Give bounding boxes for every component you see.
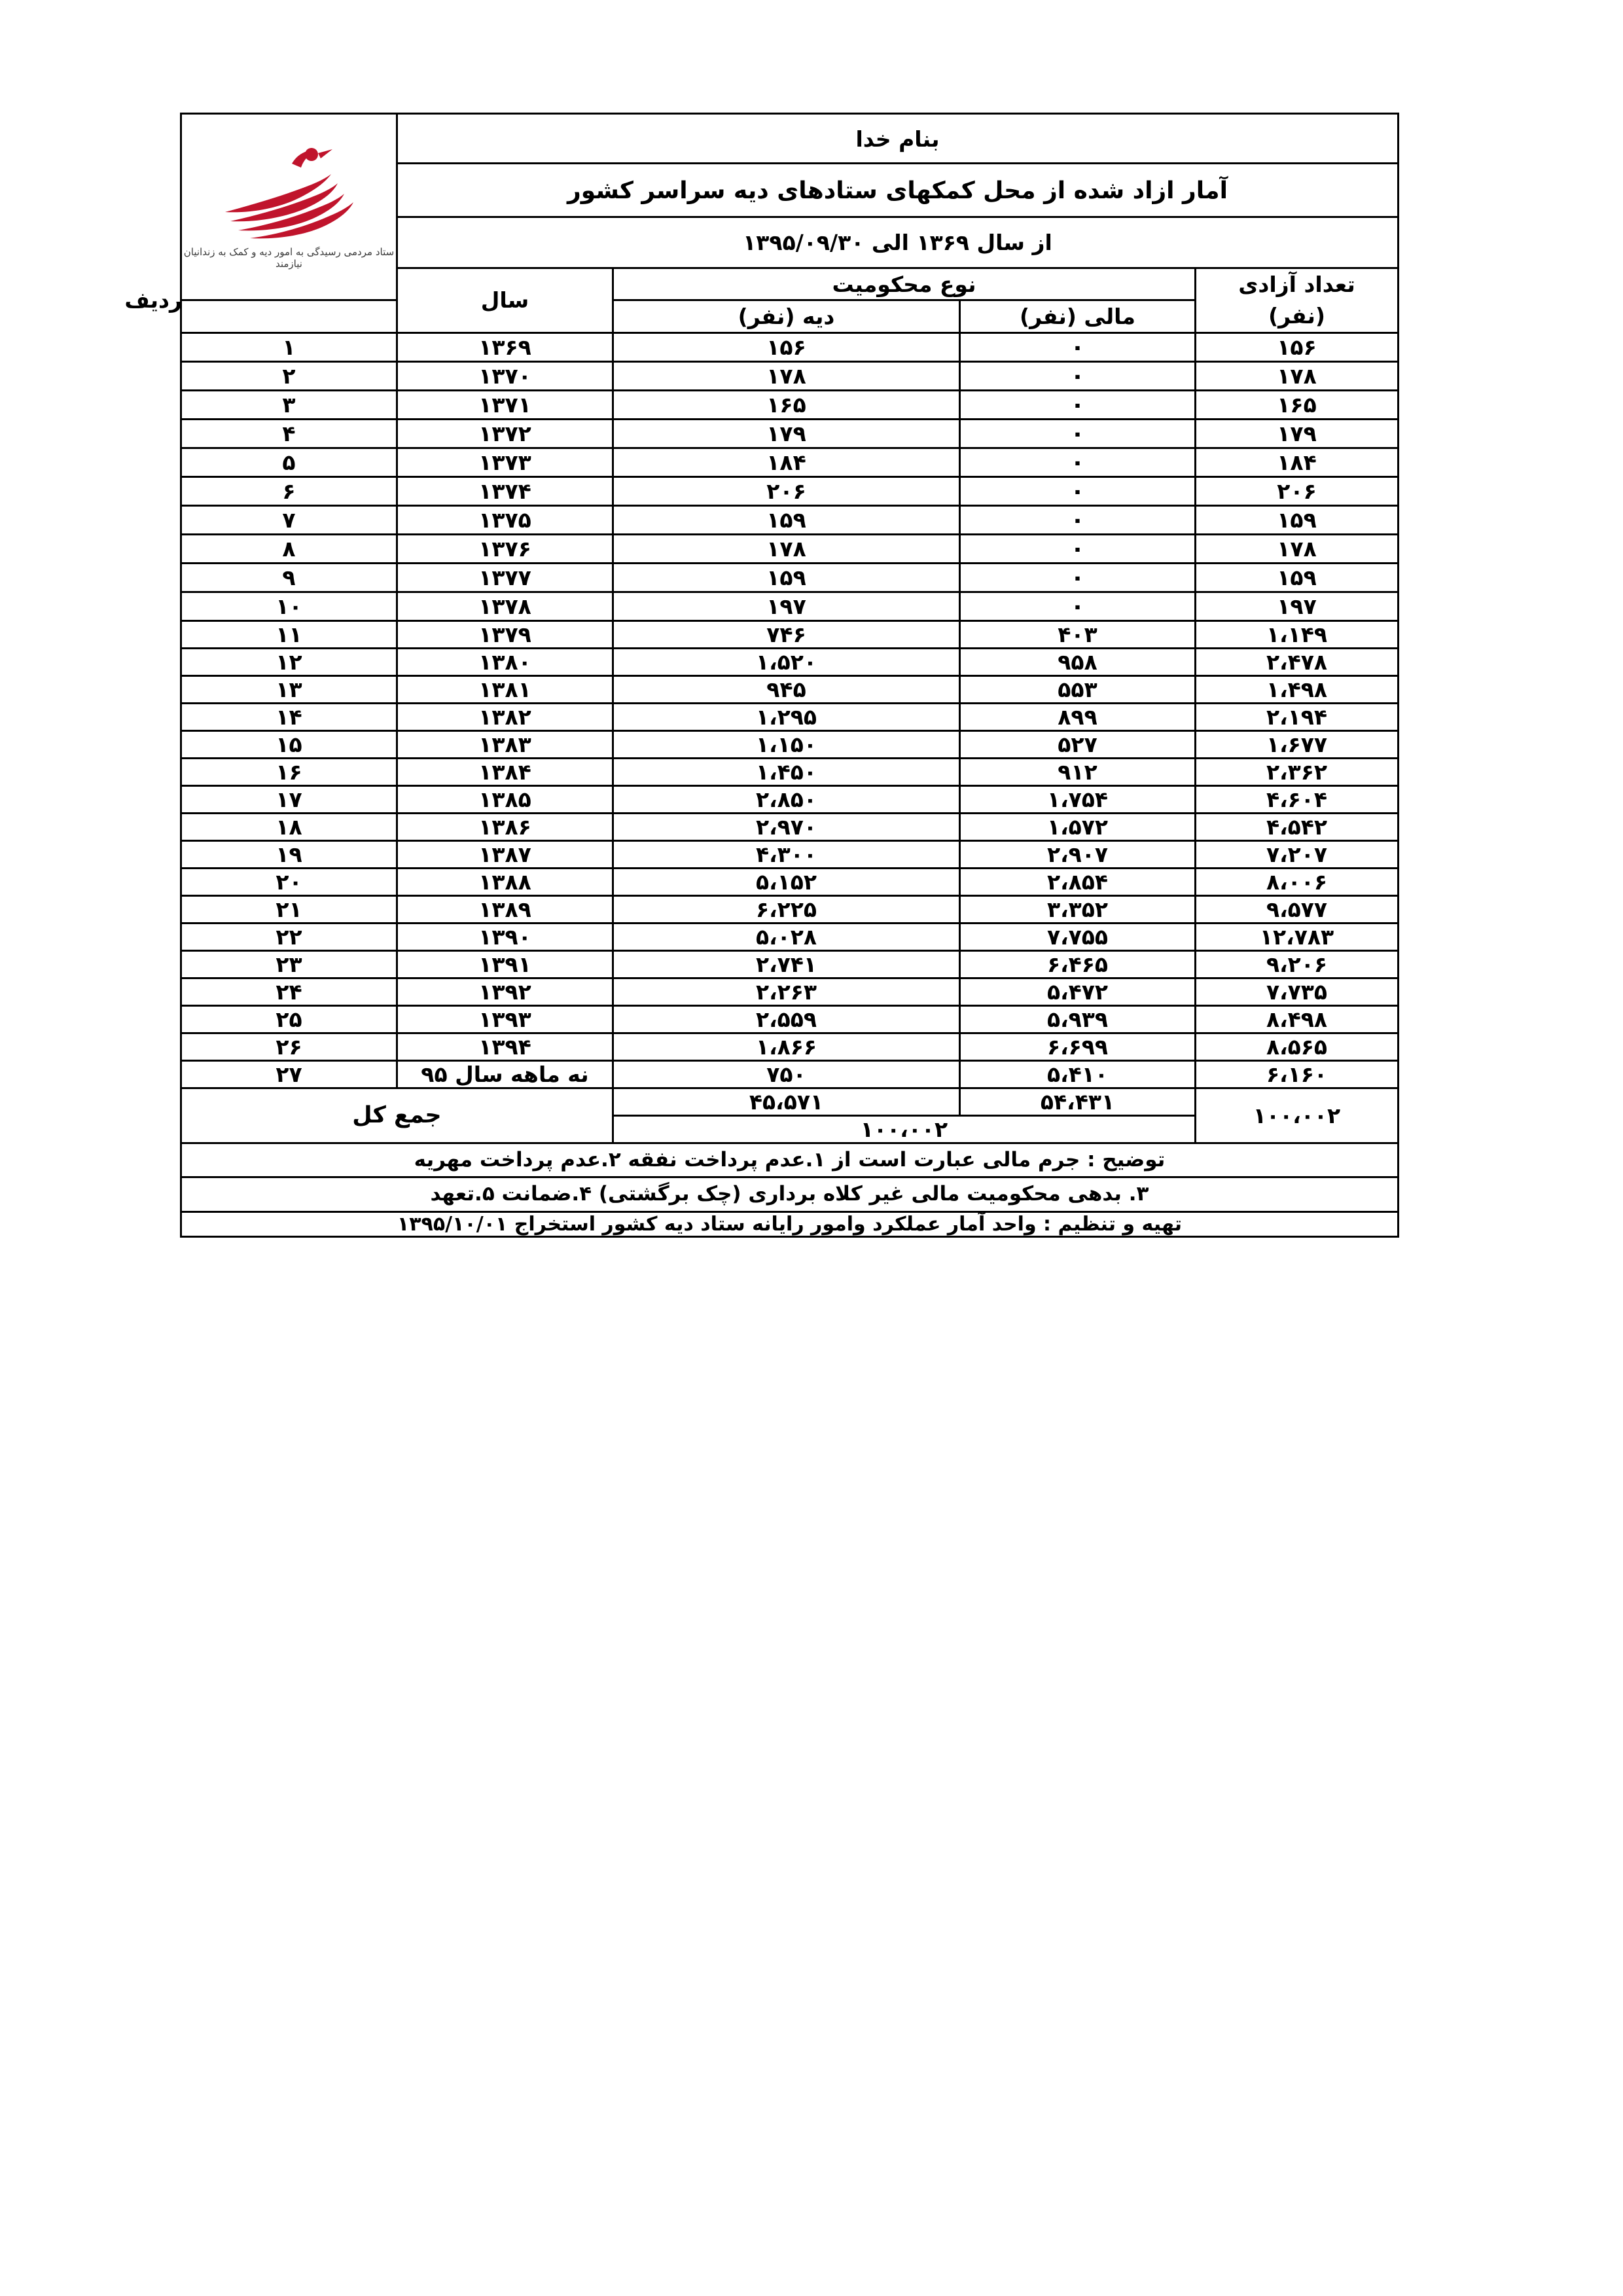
logo-caption: ستاد مردمی رسیدگی به امور دیه و کمک به زندانیان نیازمند [183, 246, 395, 270]
cell-mali: ۰ [960, 390, 1196, 419]
cell-mali: ۶،۶۹۹ [960, 1033, 1196, 1060]
cell-radif: ۱ [181, 332, 397, 361]
cell-radif: ۲۴ [181, 978, 397, 1005]
cell-diye: ۲،۸۵۰ [613, 785, 960, 813]
cell-radif: ۲۳ [181, 950, 397, 978]
cell-diye: ۵،۰۲۸ [613, 923, 960, 950]
table-row [181, 476, 1398, 505]
cell-diye: ۱۵۹ [613, 505, 960, 534]
cell-sal: ۱۳۸۲ [397, 703, 613, 730]
cell-diye: ۱۷۹ [613, 419, 960, 448]
table-row [181, 895, 1398, 923]
column-header-row-1: تعداد آزادی (نفر) نوع محکومیت سال ردیف [181, 268, 1398, 300]
cell-sal: ۱۳۸۰ [397, 648, 613, 675]
cell-sal: ۱۳۸۸ [397, 868, 613, 895]
total-mali: ۵۴،۴۳۱ [960, 1088, 1196, 1115]
cell-azadi: ۱۵۶ [1196, 332, 1399, 361]
cell-diye: ۱۵۹ [613, 563, 960, 592]
table-row [181, 1060, 1398, 1088]
cell-mali: ۸۹۹ [960, 703, 1196, 730]
cell-sal: ۱۳۷۶ [397, 534, 613, 563]
totals-row [181, 1088, 1398, 1115]
cell-sal: ۱۳۷۳ [397, 448, 613, 476]
cell-radif: ۷ [181, 505, 397, 534]
cell-diye: ۹۴۵ [613, 675, 960, 703]
cell-radif: ۲۲ [181, 923, 397, 950]
cell-mali: ۰ [960, 592, 1196, 620]
cell-diye: ۱۵۶ [613, 332, 960, 361]
cell-azadi: ۱،۶۷۷ [1196, 730, 1399, 758]
cell-sal: ۱۳۹۴ [397, 1033, 613, 1060]
cell-radif: ۱۸ [181, 813, 397, 840]
table-row [181, 505, 1398, 534]
table-row [181, 868, 1398, 895]
cell-diye: ۲،۹۷۰ [613, 813, 960, 840]
cell-diye: ۲،۲۶۳ [613, 978, 960, 1005]
cell-diye: ۱۷۸ [613, 534, 960, 563]
table-row [181, 950, 1398, 978]
cell-azadi: ۹،۲۰۶ [1196, 950, 1399, 978]
table-row [181, 978, 1398, 1005]
cell-mali: ۴۰۳ [960, 620, 1196, 648]
cell-sal: ۱۳۹۱ [397, 950, 613, 978]
table-row [181, 648, 1398, 675]
cell-diye: ۲،۵۵۹ [613, 1005, 960, 1033]
cell-diye: ۶،۲۲۵ [613, 895, 960, 923]
cell-radif: ۱۷ [181, 785, 397, 813]
organization-logo [181, 114, 397, 300]
cell-diye: ۷۴۶ [613, 620, 960, 648]
table-row [181, 785, 1398, 813]
cell-azadi: ۸،۰۰۶ [1196, 868, 1399, 895]
total-sum-inline: ۱۰۰،۰۰۲ [613, 1115, 1196, 1143]
cell-mali: ۰ [960, 476, 1196, 505]
cell-sal: ۱۳۷۴ [397, 476, 613, 505]
source-line: تهیه و تنظیم : واحد آمار عملکرد وامور رایانه ستاد دیه کشور استخراج ۱۳۹۵/۱۰/۰۱ [181, 1211, 1398, 1236]
table-row [181, 1005, 1398, 1033]
cell-azadi: ۱۵۹ [1196, 563, 1399, 592]
col-azadi-unit: (نفر) [1268, 302, 1325, 329]
table-row [181, 703, 1398, 730]
cell-radif: ۲۶ [181, 1033, 397, 1060]
cell-radif: ۱۲ [181, 648, 397, 675]
cell-mali: ۰ [960, 563, 1196, 592]
cell-azadi: ۸،۵۶۵ [1196, 1033, 1399, 1060]
cell-azadi: ۷،۲۰۷ [1196, 840, 1399, 868]
cell-radif: ۲۱ [181, 895, 397, 923]
bismillah-line: بنام خدا [398, 115, 1397, 164]
cell-mali: ۱،۵۷۲ [960, 813, 1196, 840]
total-diye: ۴۵،۵۷۱ [613, 1088, 960, 1115]
cell-sal: ۱۳۹۰ [397, 923, 613, 950]
cell-mali: ۶،۴۶۵ [960, 950, 1196, 978]
cell-azadi: ۱۷۸ [1196, 361, 1399, 390]
cell-diye: ۱۹۷ [613, 592, 960, 620]
note-line-1: توضیح : جرم مالی عبارت است از ۱.عدم پرداخت نفقه ۲.عدم پرداخت مهریه [181, 1143, 1398, 1177]
cell-mali: ۵،۹۳۹ [960, 1005, 1196, 1033]
cell-mali: ۰ [960, 505, 1196, 534]
source-row [181, 1211, 1398, 1236]
cell-azadi: ۱۹۷ [1196, 592, 1399, 620]
cell-diye: ۴،۳۰۰ [613, 840, 960, 868]
cell-mali: ۱،۷۵۴ [960, 785, 1196, 813]
cell-sal: ۱۳۷۰ [397, 361, 613, 390]
cell-radif: ۶ [181, 476, 397, 505]
cell-diye: ۲۰۶ [613, 476, 960, 505]
col-sal: سال [397, 268, 613, 333]
cell-azadi: ۱۵۹ [1196, 505, 1399, 534]
cell-mali: ۵،۴۷۲ [960, 978, 1196, 1005]
cell-azadi: ۲،۳۶۲ [1196, 758, 1399, 785]
cell-mali: ۹۱۲ [960, 758, 1196, 785]
cell-sal: ۱۳۶۹ [397, 332, 613, 361]
cell-sal: ۱۳۸۷ [397, 840, 613, 868]
cell-radif: ۲ [181, 361, 397, 390]
cell-azadi: ۹،۵۷۷ [1196, 895, 1399, 923]
cell-radif: ۱۹ [181, 840, 397, 868]
cell-radif: ۱۴ [181, 703, 397, 730]
cell-diye: ۱،۵۲۰ [613, 648, 960, 675]
cell-diye: ۱،۱۵۰ [613, 730, 960, 758]
note-row-2 [181, 1177, 1398, 1212]
cell-sal: ۱۳۹۲ [397, 978, 613, 1005]
cell-azadi: ۷،۷۳۵ [1196, 978, 1399, 1005]
cell-mali: ۵۵۳ [960, 675, 1196, 703]
report-title: آمار ازاد شده از محل کمکهای ستادهای دیه سراسر کشور [398, 164, 1397, 218]
cell-mali: ۰ [960, 534, 1196, 563]
table-header-banner [181, 114, 1398, 268]
cell-diye: ۱،۸۶۶ [613, 1033, 960, 1060]
cell-azadi: ۶،۱۶۰ [1196, 1060, 1399, 1088]
table-row [181, 390, 1398, 419]
cell-azadi: ۲۰۶ [1196, 476, 1399, 505]
total-azadi: ۱۰۰،۰۰۲ [1196, 1088, 1399, 1143]
cell-azadi: ۴،۶۰۴ [1196, 785, 1399, 813]
cell-sal: ۱۳۷۷ [397, 563, 613, 592]
cell-mali: ۰ [960, 332, 1196, 361]
table-row [181, 1033, 1398, 1060]
col-azadi-label: تعداد آزادی [1238, 272, 1355, 297]
col-mali: مالی (نفر) [960, 300, 1196, 332]
table-row [181, 813, 1398, 840]
table-row [181, 592, 1398, 620]
col-group-noe-mahkoumiat: نوع محکومیت [613, 268, 1196, 300]
cell-sal: ۱۳۸۵ [397, 785, 613, 813]
cell-sal: ۱۳۷۱ [397, 390, 613, 419]
report-sheet [124, 113, 1399, 1238]
note-row-1 [181, 1143, 1398, 1177]
cell-radif: ۱۵ [181, 730, 397, 758]
report-subtitle: از سال ۱۳۶۹ الی ۱۳۹۵/۰۹/۳۰ [743, 230, 1052, 255]
cell-mali: ۰ [960, 448, 1196, 476]
cell-diye: ۵،۱۵۲ [613, 868, 960, 895]
table-row [181, 620, 1398, 648]
cell-sal: ۱۳۸۴ [397, 758, 613, 785]
cell-radif: ۹ [181, 563, 397, 592]
cell-mali: ۷،۷۵۵ [960, 923, 1196, 950]
cell-azadi: ۱۷۹ [1196, 419, 1399, 448]
table-row [181, 730, 1398, 758]
cell-azadi: ۴،۵۴۲ [1196, 813, 1399, 840]
cell-azadi: ۱،۴۹۸ [1196, 675, 1399, 703]
table-row [181, 361, 1398, 390]
cell-diye: ۱۸۴ [613, 448, 960, 476]
cell-azadi: ۱۷۸ [1196, 534, 1399, 563]
table-row [181, 332, 1398, 361]
cell-diye: ۱،۲۹۵ [613, 703, 960, 730]
cell-azadi: ۱۶۵ [1196, 390, 1399, 419]
cell-azadi: ۱۸۴ [1196, 448, 1399, 476]
cell-radif: ۵ [181, 448, 397, 476]
cell-radif: ۲۵ [181, 1005, 397, 1033]
cell-azadi: ۸،۴۹۸ [1196, 1005, 1399, 1033]
cell-sal: ۱۳۷۸ [397, 592, 613, 620]
cell-sal: ۱۳۸۶ [397, 813, 613, 840]
cell-mali: ۹۵۸ [960, 648, 1196, 675]
cell-sal: ۱۳۹۳ [397, 1005, 613, 1033]
cell-sal: ۱۳۷۹ [397, 620, 613, 648]
cell-mali: ۰ [960, 419, 1196, 448]
cell-mali: ۲،۹۰۷ [960, 840, 1196, 868]
cell-radif: ۴ [181, 419, 397, 448]
cell-azadi: ۱،۱۴۹ [1196, 620, 1399, 648]
cell-diye: ۱۷۸ [613, 361, 960, 390]
cell-sal: ۱۳۸۹ [397, 895, 613, 923]
cell-radif: ۸ [181, 534, 397, 563]
col-azadi [1196, 268, 1399, 333]
cell-radif: ۱۱ [181, 620, 397, 648]
table-row [181, 419, 1398, 448]
cell-radif: ۱۰ [181, 592, 397, 620]
cell-radif: ۳ [181, 390, 397, 419]
cell-radif: ۲۰ [181, 868, 397, 895]
table-row [181, 675, 1398, 703]
cell-sal: ۱۳۷۲ [397, 419, 613, 448]
cell-radif: ۱۶ [181, 758, 397, 785]
cell-mali: ۰ [960, 361, 1196, 390]
cell-radif: ۱۳ [181, 675, 397, 703]
table-row [181, 840, 1398, 868]
table-row [181, 758, 1398, 785]
cell-sal: نه ماهه سال ۹۵ [397, 1060, 613, 1088]
header-titles [397, 114, 1398, 268]
cell-sal: ۱۳۸۱ [397, 675, 613, 703]
dove-logo-icon [213, 144, 364, 242]
cell-mali: ۳،۳۵۲ [960, 895, 1196, 923]
cell-diye: ۱۶۵ [613, 390, 960, 419]
table-row [181, 563, 1398, 592]
cell-diye: ۱،۴۵۰ [613, 758, 960, 785]
cell-mali: ۵۲۷ [960, 730, 1196, 758]
col-diye: دیه (نفر) [613, 300, 960, 332]
cell-diye: ۷۵۰ [613, 1060, 960, 1088]
table-row [181, 923, 1398, 950]
cell-azadi: ۲،۱۹۴ [1196, 703, 1399, 730]
cell-azadi: ۲،۴۷۸ [1196, 648, 1399, 675]
table-row [181, 448, 1398, 476]
cell-mali: ۲،۸۵۴ [960, 868, 1196, 895]
note-line-2: ۳. بدهی محکومیت مالی غیر کلاه برداری (چک برگشتی) ۴.ضمانت ۵.تعهد [181, 1177, 1398, 1212]
cell-diye: ۲،۷۴۱ [613, 950, 960, 978]
total-label: جمع کل [181, 1088, 613, 1143]
cell-radif: ۲۷ [181, 1060, 397, 1088]
cell-azadi: ۱۲،۷۸۳ [1196, 923, 1399, 950]
statistics-table [124, 113, 1399, 1238]
cell-mali: ۵،۴۱۰ [960, 1060, 1196, 1088]
table-row [181, 534, 1398, 563]
cell-sal: ۱۳۸۳ [397, 730, 613, 758]
cell-sal: ۱۳۷۵ [397, 505, 613, 534]
